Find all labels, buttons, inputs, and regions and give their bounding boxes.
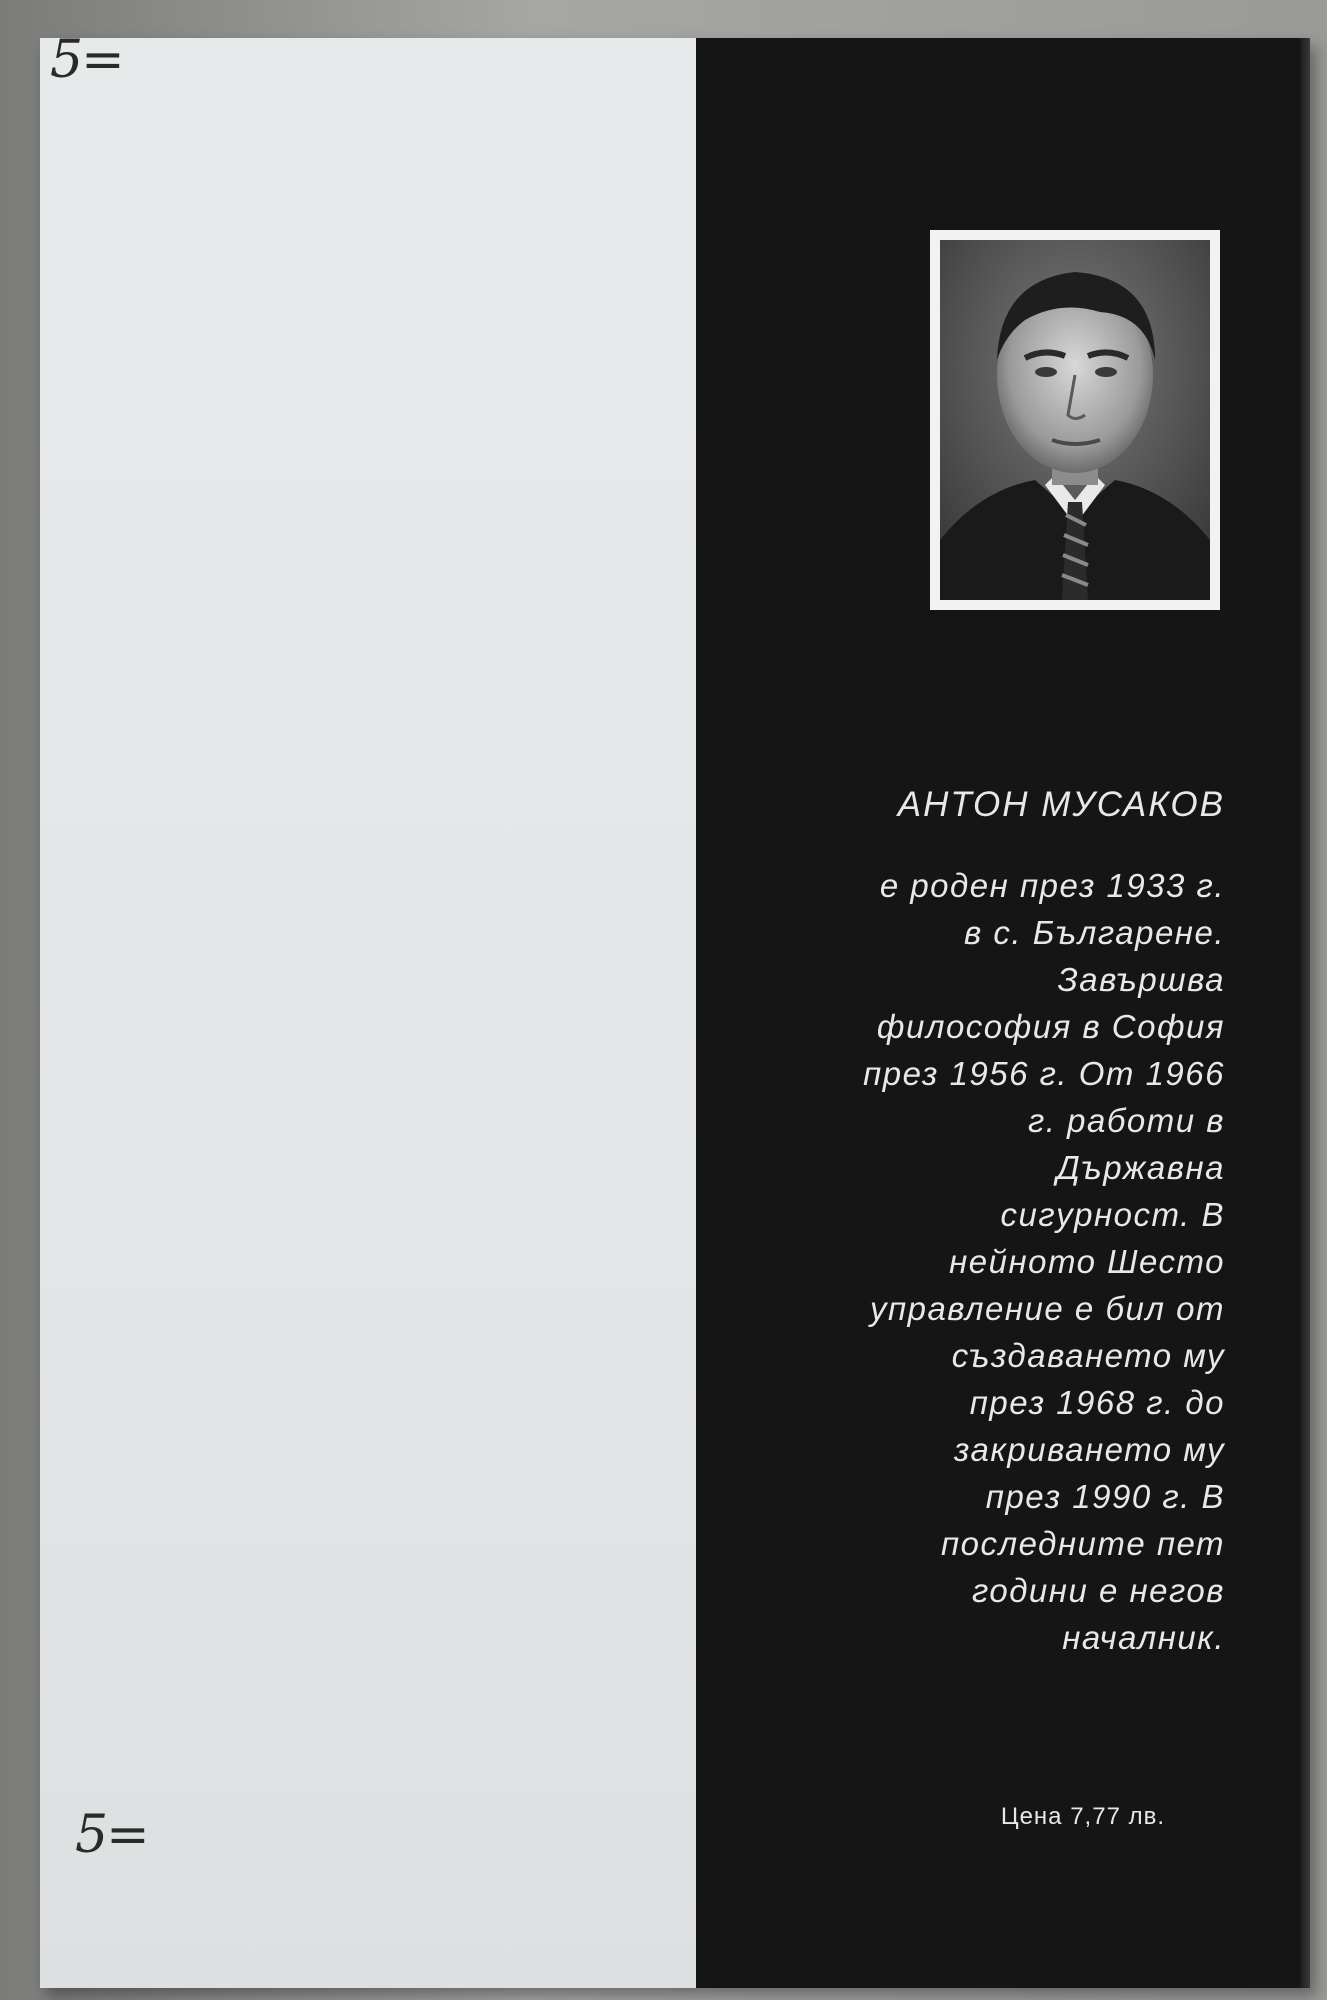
author-name: АНТОН МУСАКОВ xyxy=(897,785,1225,824)
bio-line: началник. xyxy=(1062,1619,1225,1656)
cover-edge xyxy=(1300,38,1310,1988)
bio-line: през 1990 г. В xyxy=(985,1478,1225,1515)
author-portrait-photo xyxy=(930,230,1220,610)
cover-left-white-panel xyxy=(40,38,696,1988)
bio-line: нейното Шесто xyxy=(949,1243,1225,1280)
bio-line: г. работи в xyxy=(1028,1102,1225,1139)
bio-line: е роден през 1933 г. xyxy=(879,867,1225,904)
bio-line: последните пет xyxy=(940,1525,1225,1562)
author-biography xyxy=(700,862,1225,1661)
bio-line: Завършва xyxy=(1057,961,1225,998)
bio-line: философия в София xyxy=(876,1008,1225,1045)
bio-line: през 1968 г. до xyxy=(969,1384,1225,1421)
bio-line: в с. Българене. xyxy=(964,914,1225,951)
portrait-image xyxy=(940,240,1210,600)
bio-line: години е негов xyxy=(971,1572,1225,1609)
bio-line: закриването му xyxy=(954,1431,1225,1468)
bio-line: Държавна xyxy=(1056,1149,1225,1186)
bio-line: управление е бил от xyxy=(869,1290,1225,1327)
bio-line: сигурност. В xyxy=(1000,1196,1225,1233)
bio-line: през 1956 г. От 1966 xyxy=(863,1055,1225,1092)
bio-line: създаването му xyxy=(951,1337,1225,1374)
price-label: Цена 7,77 лв. xyxy=(1000,1803,1165,1830)
handwritten-mark-bottom: 5= xyxy=(75,1805,148,1865)
handwritten-mark-top: 5= xyxy=(50,30,123,90)
